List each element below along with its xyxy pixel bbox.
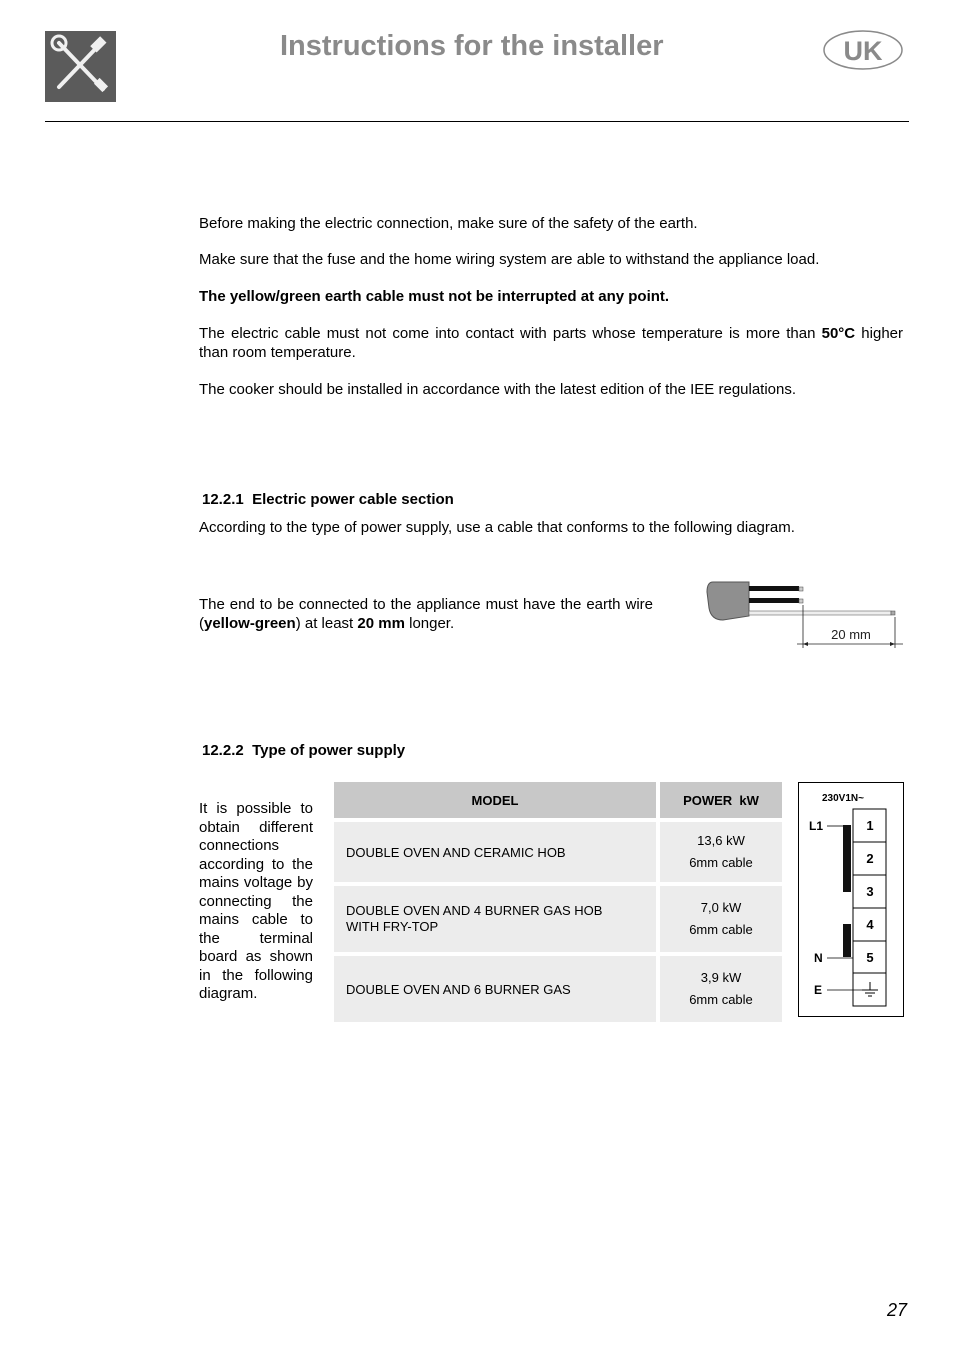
country-badge <box>823 30 903 70</box>
section-title: Type of power supply <box>252 742 406 759</box>
table-row <box>334 822 782 882</box>
temp-text-post: higher than room temperature. <box>199 325 903 361</box>
earth-text-post: longer. <box>404 615 455 632</box>
safety-paragraph-2: Make sure that the fuse and the home wiring system are able to withstand the appliance load. <box>199 251 820 268</box>
wrench-screwdriver-icon <box>45 31 116 102</box>
power-cell <box>660 822 782 882</box>
earth-wire-length: 20 mm <box>357 615 405 632</box>
section-heading-supply <box>202 742 405 759</box>
terminal-number: 4 <box>866 917 874 932</box>
cable-value: 6mm cable <box>689 992 753 1007</box>
temp-value: 50°C <box>821 325 856 342</box>
cable-section-text: According to the type of power supply, use a cable that conforms to the following diagram. <box>199 519 795 536</box>
voltage-label: 230V1N~ <box>822 793 864 804</box>
supply-text: It is possible to obtain different connections according to the mains voltage by connecting the mains cable to the terminal board as shown in the following diagram. <box>199 800 313 1002</box>
section-number: 12.2.1 <box>202 491 244 508</box>
earth-text-pre: The end to be connected to the appliance must have the earth wire ( <box>199 596 653 632</box>
power-cell <box>660 956 782 1022</box>
section-heading-cable <box>202 491 454 508</box>
page-number: 27 <box>887 1300 908 1320</box>
temp-text-pre: The electric cable must not come into contact with parts whose temperature is more than <box>199 325 822 342</box>
model-cell: DOUBLE OVEN AND 6 BURNER GAS <box>334 956 656 1022</box>
earth-text-mid: ) at least <box>295 615 358 632</box>
table-row <box>334 956 782 1022</box>
table-row <box>334 886 782 952</box>
terminal-label-n: N <box>814 951 823 965</box>
safety-paragraph-4 <box>199 324 903 362</box>
power-table <box>334 782 782 1026</box>
terminal-board-diagram <box>798 782 904 1018</box>
header-divider <box>45 121 909 122</box>
cable-value: 6mm cable <box>689 922 753 937</box>
header-power: POWER kW <box>660 782 782 818</box>
power-value: 3,9 kW <box>700 970 742 985</box>
terminal-label-e: E <box>814 983 823 997</box>
earth-wire-colour: yellow-green <box>204 615 296 632</box>
cable-diagram <box>705 578 905 650</box>
power-cell <box>660 886 782 952</box>
tools-logo <box>45 31 116 102</box>
terminal-number: 5 <box>866 950 874 965</box>
cable-value: 6mm cable <box>689 855 753 870</box>
page-title: Instructions for the installer <box>280 30 664 62</box>
earth-wire-text <box>199 595 653 633</box>
terminal-number: 2 <box>866 851 874 866</box>
header-model: MODEL <box>334 782 656 818</box>
power-value: 7,0 kW <box>700 900 742 915</box>
safety-paragraph-3: The yellow/green earth cable must not be interrupted at any point. <box>199 288 670 305</box>
model-cell: DOUBLE OVEN AND 4 BURNER GAS HOB WITH FRY-TOP <box>334 886 656 952</box>
terminal-number: 3 <box>866 884 874 899</box>
section-number: 12.2.2 <box>202 742 244 759</box>
cable-dimension-label: 20 mm <box>831 627 871 642</box>
safety-paragraph-5: The cooker should be installed in accordance with the latest edition of the IEE regulations. <box>199 381 797 398</box>
terminal-number: 1 <box>866 818 874 833</box>
terminal-label-l1: L1 <box>809 819 824 833</box>
section-title: Electric power cable section <box>252 491 454 508</box>
power-value: 13,6 kW <box>697 833 745 848</box>
safety-paragraph-1: Before making the electric connection, make sure of the safety of the earth. <box>199 215 698 232</box>
country-badge-text: UK <box>843 36 883 66</box>
model-cell: DOUBLE OVEN AND CERAMIC HOB <box>334 822 656 882</box>
table-header <box>334 782 782 818</box>
